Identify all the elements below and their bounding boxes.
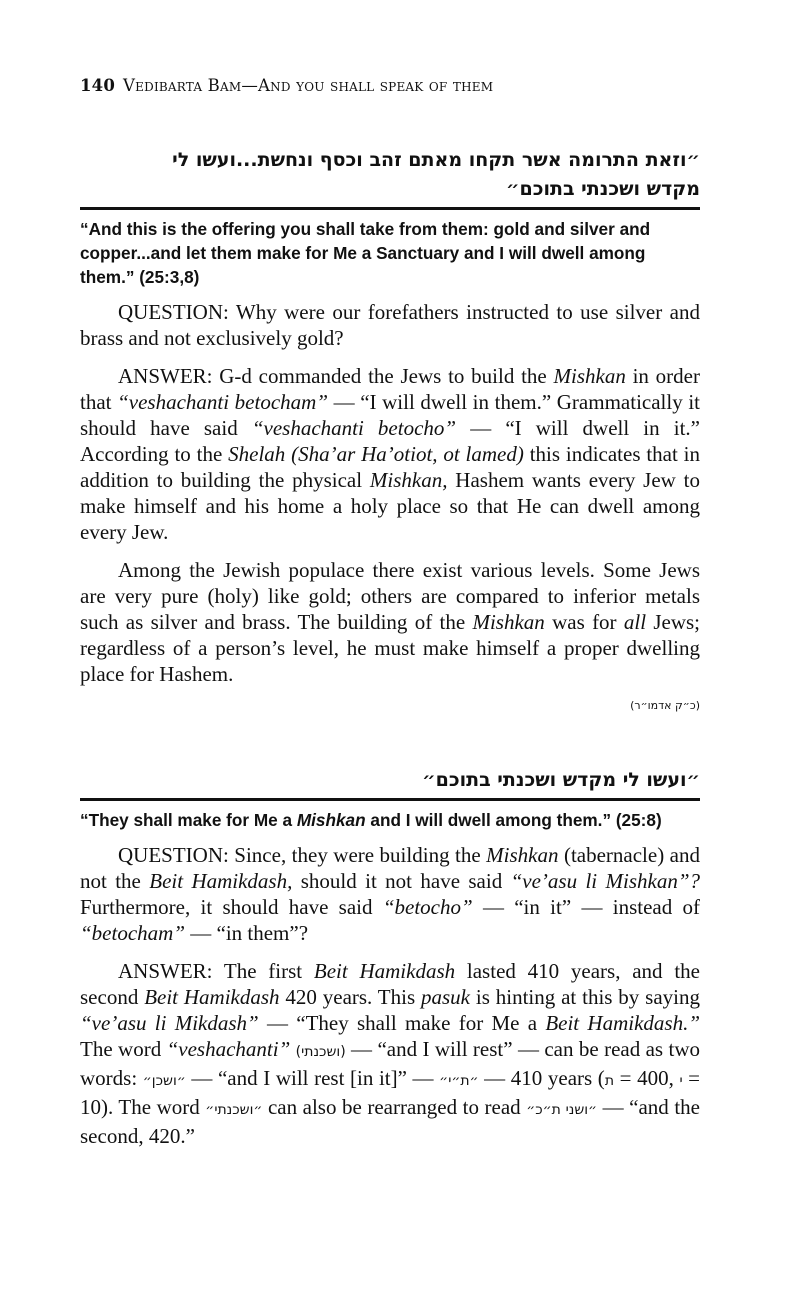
answer-paragraph: ANSWER: G-d commanded the Jews to build the Mishkan in order that “veshachanti betocham” — “I will dwell in them.” Grammatically it should have said “veshachanti betocho” — “I will dwell in it.” According to the Shelah (Sha’ar Ha’otiot, ot lamed) this indicates that in addition to building the physical Mishkan, Hashem wants every Jew to make himself and his home a holy place so that He can dwell among every Jew. [80,364,701,544]
book-title: Vedibarta Bam—And you shall speak of them [123,76,494,95]
question-paragraph: QUESTION: Since, they were building the Mishkan (tabernacle) and not the Beit Hamikdash, should it not have said “ve’asu li Mishkan”? Furthermore, it should have said “betocho” — “in it” — instead of “betocham” — “in them”? [80,843,700,945]
hebrew-verse-line1: ״וזאת התרומה אשר תקחו מאתם זהב וכסף ונחשת...ועשו לי [172,149,700,171]
running-head [80,76,493,95]
answer-paragraph: ANSWER: The first Beit Hamikdash lasted 410 years, and the second Beit Hamikdash 420 years. This pasuk is hinting at this by saying “ve’asu li Mikdash” — “They shall make for Me a Beit Hamikdash.” The word “veshachanti” (ושכנתי) — “and I will rest” — can be read as two words: ״ושכן״ — “and I will rest [in it]” — ״ת״י״ — 410 years (ת = 400, י = 10). The word ״ושכנתי״ can also be rearranged to read ״ושני ת״כ״ — “and the second, 420.” [80,959,701,1148]
hebrew-verse: ״ועשו לי מקדש ושכנתי בתוכם״ [422,769,700,791]
heading-rule [80,207,700,210]
source-citation: (כ״ק אדמו״ר) [630,699,700,712]
section-offering [80,146,700,712]
english-verse: “They shall make for Me a Mishkan and I will dwell among them.” (25:8) [80,810,662,830]
levels-paragraph: Among the Jewish populace there exist various levels. Some Jews are very pure (holy) like gold; others are compared to inferior metals such as silver and brass. The building of the Mishkan was for all Jews; regardless of a person’s level, he must make himself a proper dwelling place for Hashem. [80,558,700,686]
english-verse: “And this is the offering you shall take from them: gold and silver and copper...and let them make for Me a Sanctuary and I will dwell among them.” (25:3,8) [80,219,651,287]
hebrew-verse [80,146,700,204]
question-paragraph: QUESTION: Why were our forefathers instructed to use silver and brass and not exclusively gold? [80,300,700,350]
section-sanctuary [80,766,700,1149]
heading-rule [80,798,700,801]
page-number: 140 [80,76,116,95]
hebrew-verse-line2: מקדש ושכנתי בתוכם״ [506,178,700,200]
